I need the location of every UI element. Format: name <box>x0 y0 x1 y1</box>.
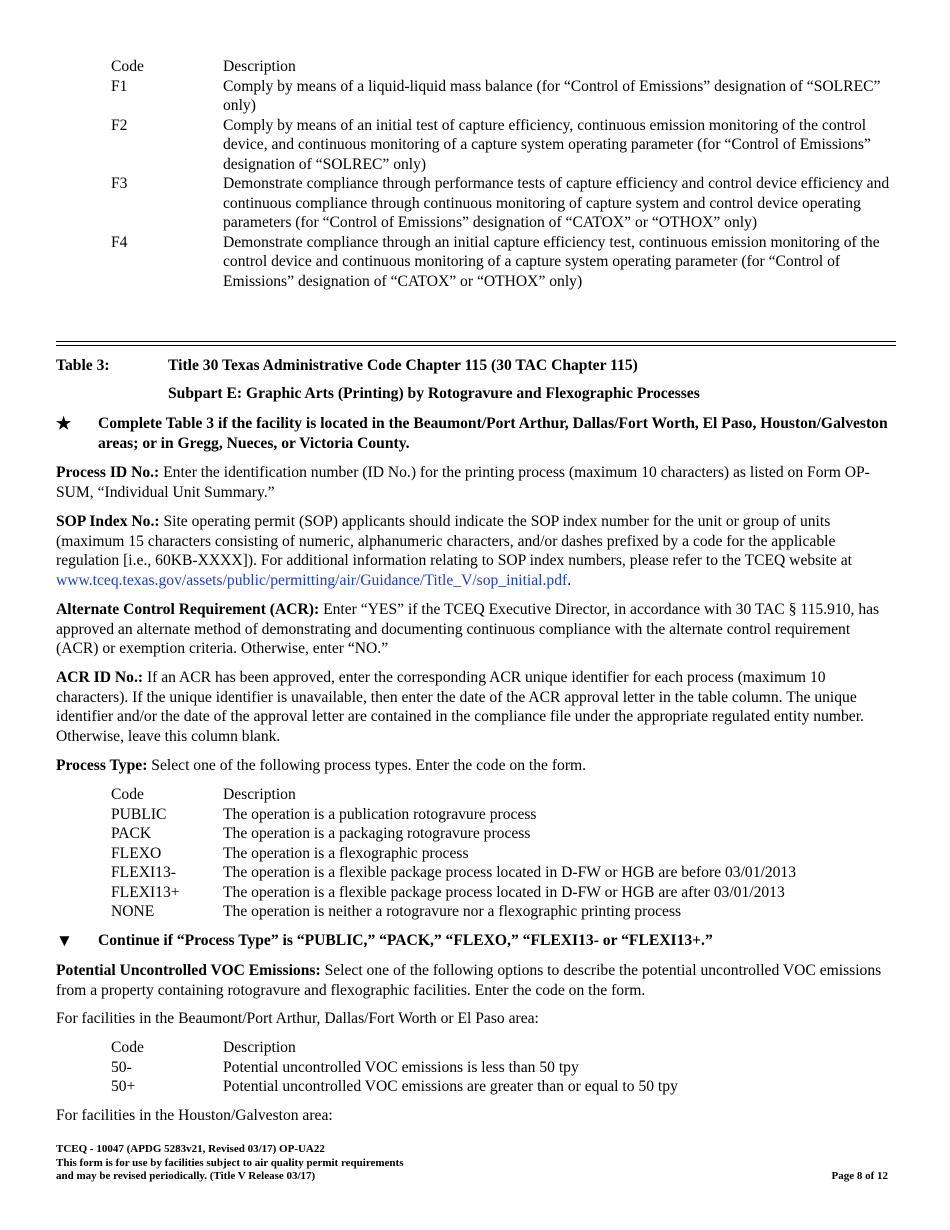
continue-note-text: Continue if “Process Type” is “PUBLIC,” “PACK,” “FLEXO,” “FLEXI13- or “FLEXI13+.” <box>98 932 713 949</box>
field-instructions: Enter “YES” if the TCEQ Executive Director, in accordance with 30 TAC § 115.910, has approved an alternate method of demonstrating and documenting continuous compliance with the alternate control requirement (ACR) or exemption criteria. Otherwise, enter “NO.” <box>56 601 880 657</box>
field-label: ACR ID No.: <box>56 669 144 686</box>
page-number: Page 8 of 12 <box>831 1170 888 1182</box>
row-code: 50- <box>111 1058 132 1076</box>
row-code: FLEXO <box>111 844 162 862</box>
table-row <box>111 1077 901 1097</box>
field-label: Alternate Control Requirement (ACR): <box>56 601 320 618</box>
field-label: Potential Uncontrolled VOC Emissions: <box>56 962 321 979</box>
table-row <box>111 1058 901 1078</box>
page-footer <box>56 1143 888 1184</box>
down-triangle-icon: ▼ <box>56 931 73 950</box>
process-id-instructions <box>56 463 896 502</box>
row-description: The operation is neither a rotogravure nor a flexographic printing process <box>223 903 682 920</box>
field-instructions: Select one of the following options to describe the potential uncontrolled VOC emissions from a property containing rotogravure and flexographic facilities. Enter the code on the form. <box>56 962 882 999</box>
sop-index-instructions <box>56 512 896 590</box>
row-description: Comply by means of an initial test of capture efficiency, continuous emission monitoring of the control device, and continuous monitoring of a capture system operating parameter (for “Control of Emissions” designation of “SOLREC” only) <box>223 116 871 173</box>
table-title: Title 30 Texas Administrative Code Chapter 115 (30 TAC Chapter 115) <box>168 357 638 374</box>
row-description: The operation is a flexographic process <box>223 844 469 862</box>
description-header: Description <box>223 1039 296 1056</box>
row-code: FLEXI13+ <box>111 883 180 901</box>
star-note <box>56 414 896 453</box>
table-row <box>111 233 901 292</box>
field-instructions: Site operating permit (SOP) applicants should indicate the SOP index number for the unit or group of units (maximum 15 characters consisting of numeric, alphanumeric characters, and/or dashes prefixed by a code for the applicable regulation [i.e., 60KB-XXXX]). For additional information relating to SOP index numbers, please refer to the TCEQ website at <box>56 513 852 569</box>
field-instructions: If an ACR has been approved, enter the corresponding ACR unique identifier for each process (maximum 10 characters). If the unique identifier is unavailable, then enter the date of the ACR approval letter in the table column. The unique identifier and/or the date of the approval letter are contained in the compliance file under the appropriate regulated entity number. Otherwise, leave this column blank. <box>56 669 864 745</box>
footer-note: This form is for use by facilities subject to air quality permit requirements <box>56 1156 404 1169</box>
row-code: F3 <box>111 175 128 192</box>
row-code: F2 <box>111 116 128 134</box>
table-row <box>111 805 901 825</box>
compliance-code-table <box>111 57 901 291</box>
table-row <box>111 174 901 233</box>
field-label: Process ID No.: <box>56 464 160 481</box>
footer-note: and may be revised periodically. (Title V Release 03/17) <box>56 1170 316 1182</box>
code-header: Code <box>111 1039 144 1056</box>
field-instructions: Enter the identification number (ID No.) for the printing process (maximum 10 characters) as listed on Form OP-SUM, “Individual Unit Summary.” <box>56 464 870 501</box>
code-header: Code <box>111 786 144 803</box>
table-label: Table 3: <box>56 357 110 374</box>
row-code: NONE <box>111 903 155 920</box>
field-instructions: Select one of the following process types. Enter the code on the form. <box>151 757 587 774</box>
field-label: Process Type: <box>56 757 148 774</box>
process-type-table <box>111 785 901 922</box>
row-description: The operation is a flexible package process located in D-FW or HGB are before 03/01/2013 <box>223 864 797 881</box>
row-code: PACK <box>111 825 152 842</box>
acr-id-instructions <box>56 668 896 746</box>
row-code: PUBLIC <box>111 805 167 823</box>
row-description: Potential uncontrolled VOC emissions are greater than or equal to 50 tpy <box>223 1078 678 1095</box>
row-code: FLEXI13- <box>111 864 176 881</box>
description-header: Description <box>223 786 296 803</box>
table-row <box>111 824 901 844</box>
voc-area-heading: For facilities in the Beaumont/Port Arthur, Dallas/Fort Worth or El Paso area: <box>56 1010 539 1027</box>
row-description: Demonstrate compliance through an initial capture efficiency test, continuous emission monitoring of the control device and continuous monitoring of a capture system operating parameter (for “Control of Emissions” designation of “CATOX” or “OTHOX” only) <box>223 233 880 290</box>
row-description: Comply by means of a liquid-liquid mass balance (for “Control of Emissions” designation of “SOLREC” only) <box>223 77 881 114</box>
voc-area-heading: For facilities in the Houston/Galveston area: <box>56 1107 333 1124</box>
description-header: Description <box>223 58 296 75</box>
table-row <box>111 116 901 175</box>
sop-guidance-link[interactable]: www.tceq.texas.gov/assets/public/permitting/air/Guidance/Title_V/sop_initial.pdf <box>56 571 568 589</box>
table-header-row <box>111 785 901 805</box>
voc-code-table <box>111 1038 901 1097</box>
code-header: Code <box>111 58 144 75</box>
row-description: The operation is a publication rotogravure process <box>223 805 537 823</box>
row-code: F4 <box>111 233 128 251</box>
table-row <box>111 902 901 922</box>
field-label: SOP Index No.: <box>56 513 160 530</box>
row-description: The operation is a packaging rotogravure process <box>223 825 531 842</box>
row-description: The operation is a flexible package process located in D-FW or HGB are after 03/01/2013 <box>223 883 785 901</box>
table-header-row <box>111 1038 901 1058</box>
process-type-instructions <box>56 756 896 776</box>
table-header-row <box>111 57 901 77</box>
row-description: Demonstrate compliance through performance tests of capture efficiency and control device efficiency and continuous compliance through continuous monitoring of capture system and control device operating parameters (for “Control of Emissions” designation of “CATOX” or “OTHOX” only) <box>223 175 890 231</box>
table-row <box>111 863 901 883</box>
form-id: TCEQ - 10047 (APDG 5283v21, Revised 03/17) OP-UA22 <box>56 1143 325 1155</box>
section-divider <box>56 341 896 346</box>
row-code: 50+ <box>111 1078 136 1095</box>
table-row <box>111 844 901 864</box>
continue-note <box>56 931 896 951</box>
star-note-text: Complete Table 3 if the facility is located in the Beaumont/Port Arthur, Dallas/Fort Worth, El Paso, Houston/Galveston areas; or in Gregg, Nueces, or Victoria County. <box>98 415 888 452</box>
sentence-end: . <box>567 571 572 589</box>
acr-instructions <box>56 600 896 659</box>
row-code: F1 <box>111 77 128 95</box>
table-row <box>111 77 901 116</box>
star-icon: ★ <box>56 414 72 433</box>
row-description: Potential uncontrolled VOC emissions is less than 50 tpy <box>223 1058 579 1076</box>
table-subtitle: Subpart E: Graphic Arts (Printing) by Rotogravure and Flexographic Processes <box>168 385 700 402</box>
table-row <box>111 883 901 903</box>
voc-instructions <box>56 961 896 1000</box>
